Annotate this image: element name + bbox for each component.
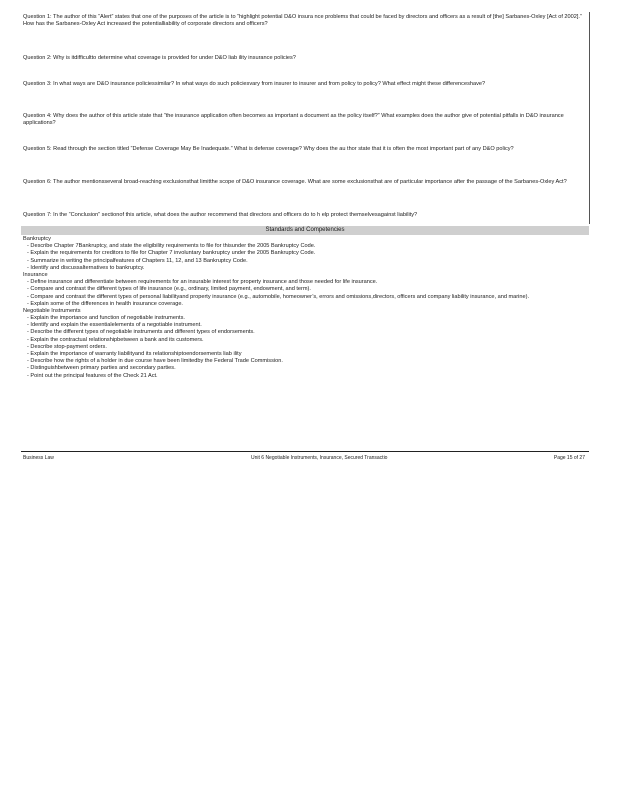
list-item: - Describe Chapter 7Bankruptcy, and state the eligibility requirements to file for thisunder the 2005 Bankruptcy Code. [27,243,316,250]
list-item: - Compare and contrast the different types of life insurance (e.g., ordinary, limited payment, endowment, and term). [27,286,311,293]
list-item: - Describe the different types of negotiable instruments and different types of endorsements. [27,329,255,336]
list-item: - Explain some of the differences in health insurance coverage. [27,300,183,307]
list-item: - Identify and explain the essentialelements of a negotiable instrument. [27,322,202,329]
question-2: Question 2: Why is itdifficultto determine what coverage is provided for under D&O liab ility insurance policies? [23,55,296,61]
questions-section [21,12,590,224]
footer-course: Business Law [23,455,54,461]
standards-list [21,236,589,380]
question-6: Question 6: The author mentionsseveral broad-reaching exclusionsthat limitthe scope of D&O insurance coverage. What are some exclusionsthat are of particular importance after the passage of the Sarbanes-Oxley Act? [23,179,567,185]
list-item: - Explain the contractual relationshipbetween a bank and its customers. [27,336,204,343]
page-footer [21,451,589,460]
category-negotiable-instruments: Negotiable Instruments [23,307,81,314]
list-item: - Explain the requirements for creditors to file for Chapter 7 involuntary bankruptcy under the 2005 Bankruptcy Code. [27,250,316,257]
list-item: - Explain the importance of warranty liabilityand its relationshiptoendorsements liab ility [27,351,242,358]
list-item: - Summarize in writing the principalfeatures of Chapters 11, 12, and 13 Bankruptcy Code. [27,257,248,264]
question-3: Question 3: In what ways are D&O insurance policiessimilar? In what ways do such policiesvary from insurer to insurer and from policy to policy? What effect might these differenceshave? [23,81,486,87]
list-item: - Identify and discussalternatives to bankruptcy. [27,264,145,271]
category-insurance: Insurance [23,272,48,279]
list-item: - Distinguishbetween primary parties and secondary parties. [27,365,176,372]
question-5: Question 5: Read through the section titled “Defense Coverage May Be Inadequate.” What is defense coverage? Why does the au thor state that it is often the most important part of any D&O policy? [23,146,514,152]
list-item: - Explain the importance and function of negotiable instruments. [27,315,185,322]
list-item: - Describe stop-payment orders. [27,343,107,350]
question-4: Question 4: Why does the author of this article state that “the insurance application often becomes as important a document as the policy itself?” What examples does the author give of potential pitfalls in D&O insurance applications? [23,113,564,127]
list-item: - Compare and contrast the different types of personal liabilityand property insurance (e.g., automobile, homeowner’s, errors and omissions,directors, officers and company liability insurance, and marine). [27,293,530,300]
category-bankruptcy: Bankruptcy [23,236,51,242]
question-1: Question 1: The author of this “Alert” states that one of the purposes of the article is to “highlight potential D&O insura nce problems that could be faced by directors and officers as a result of [the] Sarbanes-Oxley [Act of 2002].” How has the Sarbanes-Oxley Act increased the potentialliability of corporate directors and officers? [23,14,582,28]
standards-header: Standards and Competencies [21,226,589,235]
list-item: - Describe how the rights of a holder in due course have been limitedby the Federal Trade Commission. [27,358,283,365]
question-7: Question 7: In the “Conclusion” sectionof this article, what does the author recommend that directors and officers do to h elp protect themselvesagainst liability? [23,212,418,218]
list-item: - Point out the principal features of the Check 21 Act. [27,372,158,379]
list-item: - Define insurance and differentiate between requirements for an insurable interest for property insurance and those needed for life insurance. [27,279,378,286]
footer-unit: Unit 6 Negotiable Instruments, Insurance, Secured Transactio [251,455,388,461]
footer-page-number: Page 15 of 27 [553,455,585,461]
